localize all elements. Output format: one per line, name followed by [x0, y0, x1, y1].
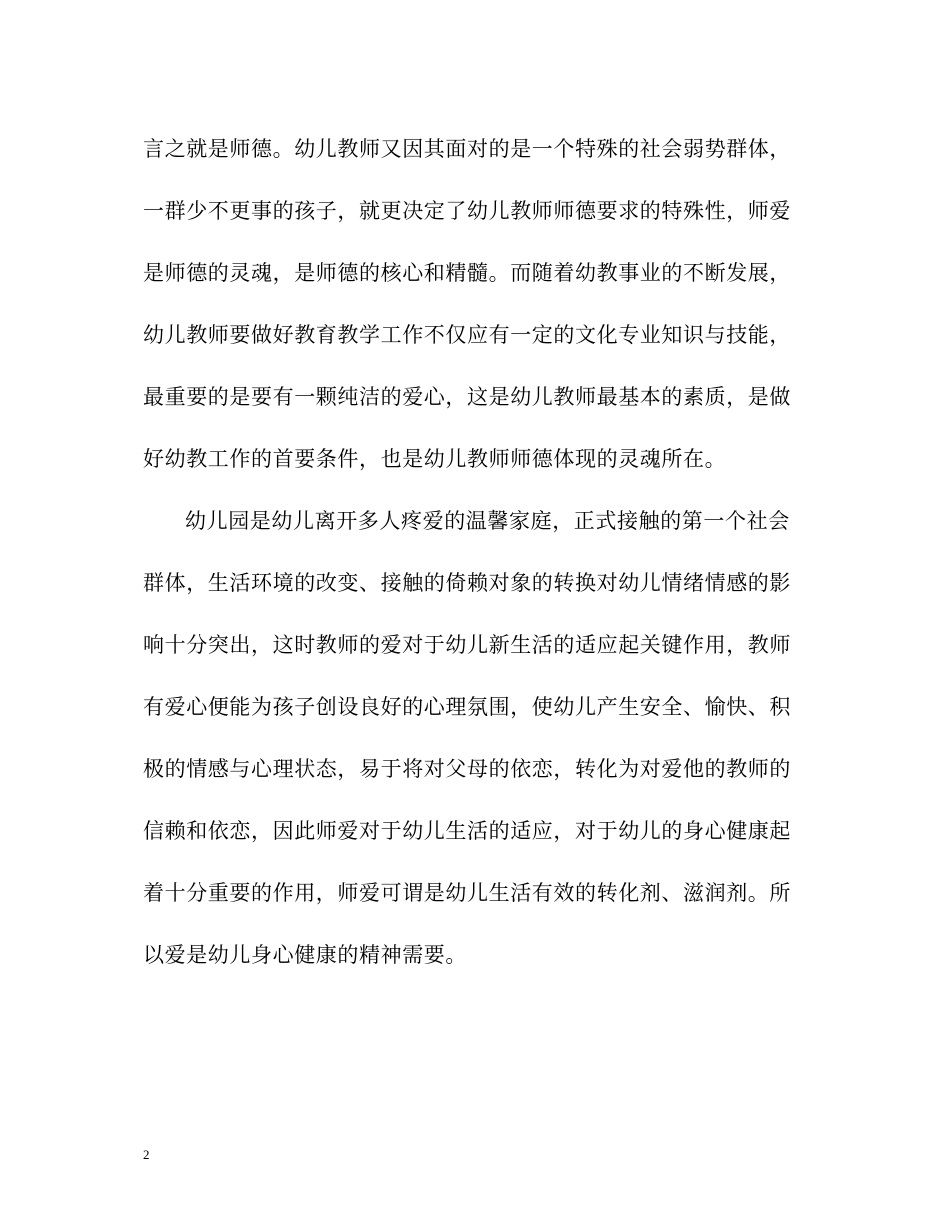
paragraph-line: 响十分突出，这时教师的爱对于幼儿新生活的适应起关键作用，教师: [143, 633, 791, 657]
paragraph-line: 群体，生活环境的改变、接触的倚赖对象的转换对幼儿情绪情感的影: [143, 571, 791, 595]
paragraph-line: 一群少不更事的孩子，就更决定了幼儿教师师德要求的特殊性，师爱: [143, 199, 791, 223]
paragraph-line: 着十分重要的作用，师爱可谓是幼儿生活有效的转化剂、滋润剂。所: [143, 881, 791, 905]
body-text: [143, 118, 808, 986]
paragraph-line: 极的情感与心理状态，易于将对父母的依恋，转化为对爱他的教师的: [143, 757, 791, 781]
paragraph-line: 幼儿园是幼儿离开多人疼爱的温馨家庭，正式接触的第一个社会: [185, 509, 790, 533]
page-number: 2: [143, 1147, 150, 1162]
paragraph-line: 是师德的灵魂，是师德的核心和精髓。而随着幼教事业的不断发展，: [143, 261, 791, 285]
paragraph-line: 信赖和依恋，因此师爱对于幼儿生活的适应，对于幼儿的身心健康起: [143, 819, 791, 843]
paragraph-line: 以爱是幼儿身心健康的精神需要。: [143, 943, 467, 967]
paragraph-line: 好幼教工作的首要条件，也是幼儿教师师德体现的灵魂所在。: [143, 447, 727, 471]
paragraph-line: 最重要的是要有一颗纯洁的爱心，这是幼儿教师最基本的素质，是做: [143, 385, 791, 409]
paragraph-line: 有爱心便能为孩子创设良好的心理氛围，使幼儿产生安全、愉快、积: [143, 695, 791, 719]
paragraph-line: 幼儿教师要做好教育教学工作不仅应有一定的文化专业知识与技能，: [143, 323, 791, 347]
paragraph-line: 言之就是师德。幼儿教师又因其面对的是一个特殊的社会弱势群体，: [143, 137, 791, 161]
